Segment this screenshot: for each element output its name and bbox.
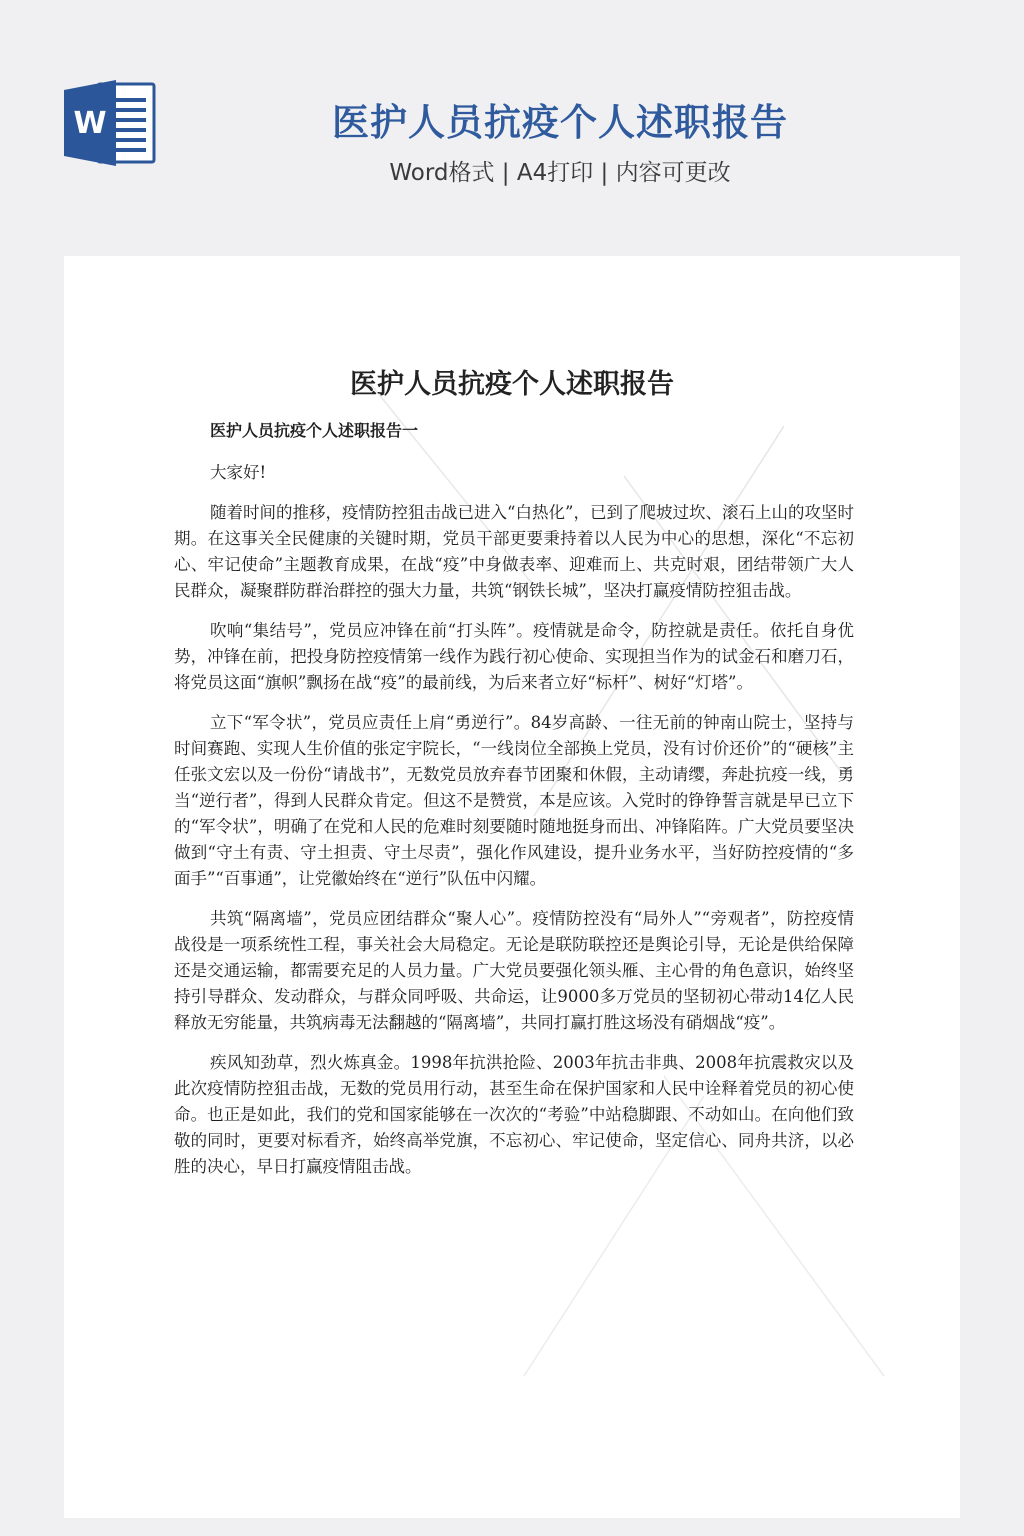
header-subtitle: Word格式 | A4打印 | 内容可更改 xyxy=(389,160,731,186)
word-icon-letter: W xyxy=(73,106,107,141)
paragraph-2: 吹响“集结号”，党员应冲锋在前“打头阵”。疫情就是命令，防控就是责任。依托自身优势，冲锋在前，把投身防控疫情第一线作为践行初心使命、实现担当作为的试金石和磨刀石，将党员这面“旗帜”飘扬在战“疫”的最前线，为后来者立好“标杆”、树好“灯塔”。 xyxy=(174,621,854,692)
document-title: 医护人员抗疫个人述职报告 xyxy=(350,369,674,400)
page-header xyxy=(0,0,1024,256)
document-body xyxy=(174,418,854,1194)
paragraph-3: 立下“军令状”，党员应责任上肩“勇逆行”。84岁高龄、一往无前的钟南山院士，坚持与时间赛跑、实现人生价值的张定宇院长，“一线岗位全部换上党员，没有讨价还价”的“硬核”主任张文宏以及一份份“请战书”，无数党员放弃春节团聚和休假，主动请缨，奔赴抗疫一线，勇当“逆行者”，得到人民群众肯定。但这不是赞赏，本是应该。入党时的铮铮誓言就是早已立下的“军令状”，明确了在党和人民的危难时刻要随时随地挺身而出、冲锋陷阵。广大党员要坚决做到“守土有责、守土担责、守土尽责”，强化作风建设，提升业务水平，当好防控疫情的“多面手”“百事通”，让党徽始终在“逆行”队伍中闪耀。 xyxy=(174,713,854,888)
paragraph-1: 随着时间的推移，疫情防控狙击战已进入“白热化”，已到了爬坡过坎、滚石上山的攻坚时期。在这事关全民健康的关键时期，党员干部更要秉持着以人民为中心的思想，深化“不忘初心、牢记使命”主题教育成果，在战“疫”中身做表率、迎难而上、共克时艰，团结带领广大人民群众，凝聚群防群治群控的强大力量，共筑“钢铁长城”，坚决打赢疫情防控狙击战。 xyxy=(174,503,854,600)
document-page xyxy=(64,256,960,1518)
header-title: 医护人员抗疫个人述职报告 xyxy=(332,101,788,144)
word-document-icon xyxy=(64,80,156,166)
paragraph-4: 共筑“隔离墙”，党员应团结群众“聚人心”。疫情防控没有“局外人”“旁观者”，防控疫情战役是一项系统性工程，事关社会大局稳定。无论是联防联控还是舆论引导，无论是供给保障还是交通运输，都需要充足的人员力量。广大党员要强化领头雁、主心骨的角色意识，始终坚持引导群众、发动群众，与群众同呼吸、共命运，让9000多万党员的坚韧初心带动14亿人民释放无穷能量，共筑病毒无法翻越的“隔离墙”，共同打赢打胜这场没有硝烟战“疫”。 xyxy=(174,909,854,1032)
section-heading: 医护人员抗疫个人述职报告一 xyxy=(210,421,419,440)
greeting: 大家好! xyxy=(210,463,267,482)
paragraph-5: 疾风知劲草，烈火炼真金。1998年抗洪抢险、2003年抗击非典、2008年抗震救灾以及此次疫情防控狙击战，无数的党员用行动，甚至生命在保护国家和人民中诠释着党员的初心使命。也正是如此，我们的党和国家能够在一次次的“考验”中站稳脚跟、不动如山。在向他们致敬的同时，更要对标看齐，始终高举党旗，不忘初心、牢记使命，坚定信心、同舟共济，以必胜的决心，早日打赢疫情阻击战。 xyxy=(174,1053,854,1176)
